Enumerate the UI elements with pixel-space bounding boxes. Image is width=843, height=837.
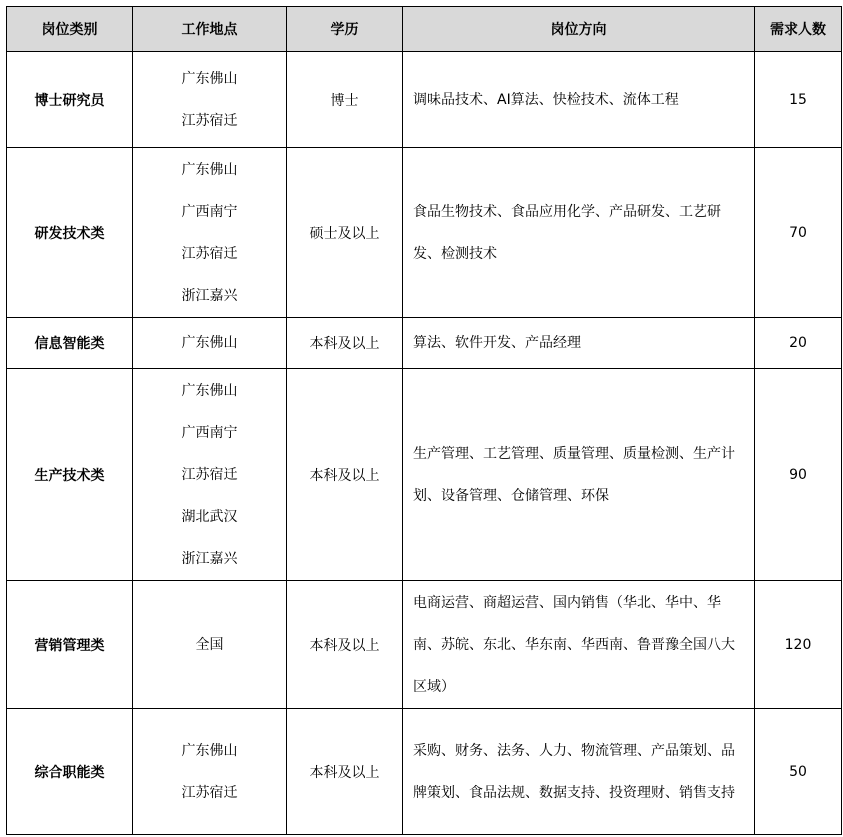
table-row: [7, 52, 842, 148]
table-header-row: [7, 7, 842, 52]
direction-cell: 算法、软件开发、产品经理: [403, 318, 755, 369]
location-item: 浙江嘉兴: [181, 287, 238, 304]
header-direction: 岗位方向: [403, 7, 755, 52]
header-category: 岗位类别: [7, 7, 133, 52]
table-row: [7, 318, 842, 369]
category-cell: 营销管理类: [7, 581, 133, 709]
location-item: 江苏宿迁: [181, 784, 238, 801]
category-cell: 研发技术类: [7, 148, 133, 318]
location-item: 广东佛山: [181, 382, 238, 399]
education-cell: 硕士及以上: [287, 148, 403, 318]
education-cell: 本科及以上: [287, 369, 403, 581]
location-item: 全国: [195, 636, 224, 653]
education-cell: 本科及以上: [287, 581, 403, 709]
location-cell: [133, 369, 287, 581]
direction-cell: 调味品技术、AI算法、快检技术、流体工程: [403, 52, 755, 148]
location-cell: [133, 709, 287, 835]
category-cell: 信息智能类: [7, 318, 133, 369]
count-cell: 90: [755, 369, 842, 581]
table-row: [7, 369, 842, 581]
category-cell: 综合职能类: [7, 709, 133, 835]
location-cell: [133, 318, 287, 369]
location-item: 广东佛山: [181, 335, 238, 351]
count-cell: 50: [755, 709, 842, 835]
location-cell: [133, 581, 287, 709]
location-item: 湖北武汉: [181, 508, 238, 525]
recruitment-table: [6, 6, 842, 835]
location-item: 江苏宿迁: [181, 112, 238, 129]
header-count: 需求人数: [755, 7, 842, 52]
direction-cell: 生产管理、工艺管理、质量管理、质量检测、生产计划、设备管理、仓储管理、环保: [403, 369, 755, 581]
category-cell: 博士研究员: [7, 52, 133, 148]
header-location: 工作地点: [133, 7, 287, 52]
location-item: 广东佛山: [181, 70, 238, 87]
location-item: 浙江嘉兴: [181, 550, 238, 567]
education-cell: 本科及以上: [287, 709, 403, 835]
location-item: 广西南宁: [181, 424, 238, 441]
direction-cell: 食品生物技术、食品应用化学、产品研发、工艺研发、检测技术: [403, 148, 755, 318]
location-item: 江苏宿迁: [181, 245, 238, 262]
location-cell: [133, 148, 287, 318]
location-item: 江苏宿迁: [181, 466, 238, 483]
count-cell: 70: [755, 148, 842, 318]
education-cell: 本科及以上: [287, 318, 403, 369]
location-item: 广东佛山: [181, 161, 238, 178]
location-cell: [133, 52, 287, 148]
table-row: [7, 148, 842, 318]
education-cell: 博士: [287, 52, 403, 148]
count-cell: 15: [755, 52, 842, 148]
direction-cell: 采购、财务、法务、人力、物流管理、产品策划、品牌策划、食品法规、数据支持、投资理财、销售支持: [403, 709, 755, 835]
location-item: 广东佛山: [181, 742, 238, 759]
table-row: [7, 709, 842, 835]
count-cell: 20: [755, 318, 842, 369]
table-row: [7, 581, 842, 709]
direction-cell: 电商运营、商超运营、国内销售（华北、华中、华南、苏皖、东北、华东南、华西南、鲁晋豫全国八大区域）: [403, 581, 755, 709]
count-cell: 120: [755, 581, 842, 709]
location-item: 广西南宁: [181, 203, 238, 220]
header-education: 学历: [287, 7, 403, 52]
category-cell: 生产技术类: [7, 369, 133, 581]
